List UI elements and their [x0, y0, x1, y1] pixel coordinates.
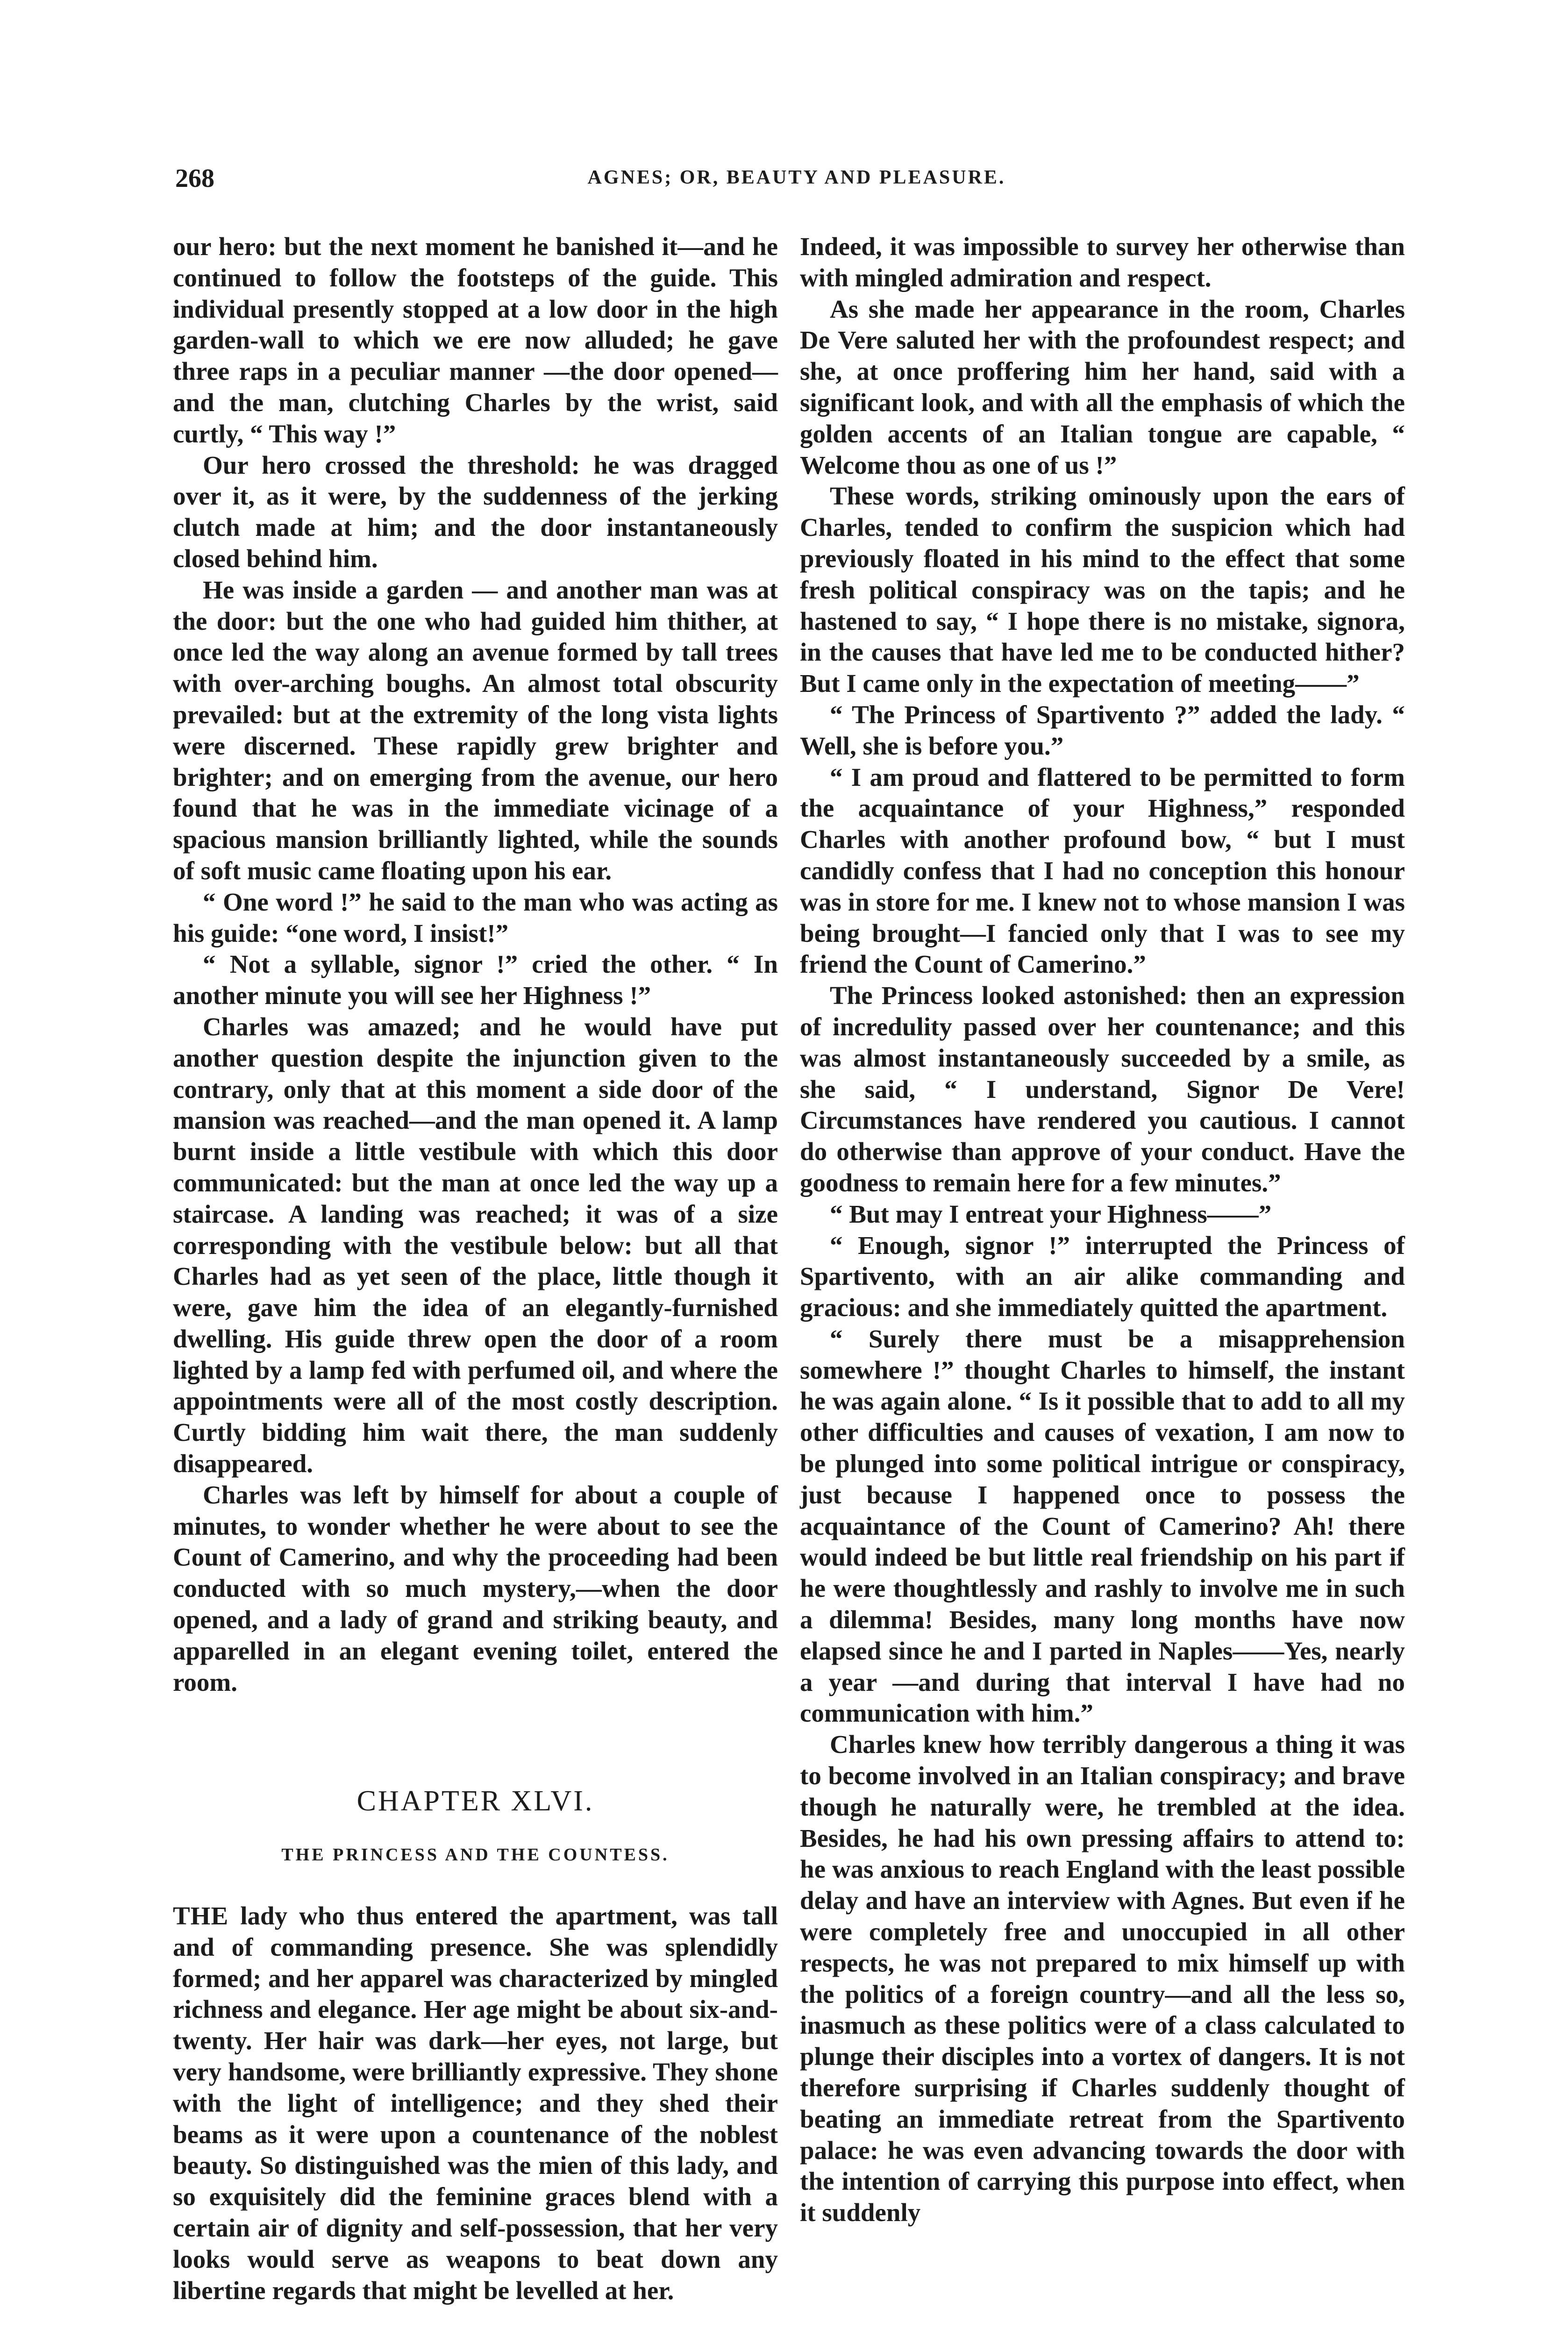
chapter-first-word: THE	[173, 1902, 229, 1930]
paragraph: “ One word !” he said to the man who was acting as his guide: “one word, I insist!”	[173, 887, 778, 947]
paragraph: As she made her appearance in the room, Charles De Vere saluted her with the profoundest respect; and she, at once proffering him her hand, said with a significant look, and with all the emphasis of which the golden accents of an Italian tongue are capable, “ Welcome thou as one of us !”	[800, 294, 1405, 479]
paragraph: “ I am proud and flattered to be permitted to form the acquaintance of your Highness,” responded Charles with another profound bow, “ but I must candidly confess that I had no conception this honour was in store for me. I knew not to whose mansion I was being brought—I fancied only that I was to see my friend the Count of Camerino.”	[800, 762, 1405, 979]
chapter-subtitle: THE PRINCESS AND THE COUNTESS.	[281, 1845, 670, 1865]
paragraph: Charles was amazed; and he would have put another question despite the injunction given to the contrary, only that at this moment a side door of the mansion was reached—and the man opened it. A lamp burnt inside a little vestibule with which this door communicated: but the man at once led the way up a staircase. A landing was reached; it was of a size corresponding with the vestibule below: but all that Charles had as yet seen of the place, little though it were, gave him the idea of an elegantly-furnished dwelling. His guide threw open the door of a room lighted by a lamp fed with perfumed oil, and where the appointments were all of the most costly description. Curtly bidding him wait there, the man suddenly disappeared.	[173, 1012, 778, 1478]
paragraph: “ Not a syllable, signor !” cried the other. “ In another minute you will see her Highness !”	[173, 950, 778, 1010]
paragraph: Charles was left by himself for about a couple of minutes, to wonder whether he were about to see the Count of Camerino, and why the proceeding had been conducted with so much mystery,—when the door opened, and a lady of grand and striking beauty, and apparelled in an elegant evening toilet, entered the room.	[173, 1480, 778, 1696]
page-header	[175, 164, 1418, 201]
right-column	[800, 231, 1405, 2229]
paragraph: “ Surely there must be a misapprehension somewhere !” thought Charles to himself, the instant he was again alone. “ Is it possible that to add to all my other difficulties and causes of vexation, I am now to be plunged into some political intrigue or conspiracy, just because I happened once to possess the acquaintance of the Count of Camerino? Ah! there would indeed be but little real friendship on his part if he were thoughtlessly and rashly to involve me in such a dilemma! Besides, many long months have now elapsed since he and I parted in Naples——Yes, nearly a year —and during that interval I have had no communication with him.”	[800, 1324, 1405, 1728]
chapter-title: CHAPTER XLVI.	[356, 1785, 594, 1817]
paragraph: “ But may I entreat your Highness——”	[830, 1199, 1272, 1228]
paragraph: Indeed, it was impossible to survey her otherwise than with mingled admiration and respect.	[800, 232, 1405, 292]
paragraph: The Princess looked astonished: then an expression of incredulity passed over her countenance; and this was almost instantaneously succeeded by a smile, as she said, “ I understand, Signor De Vere! Circumstances have rendered you cautious. I cannot do otherwise than approve of your conduct. Have the goodness to remain here for a few minutes.”	[800, 981, 1405, 1197]
left-column	[173, 231, 778, 2306]
paragraph: These words, striking ominously upon the ears of Charles, tended to confirm the suspicion which had previously floated in his mind to the effect that some fresh political conspiracy was on the tapis; and he hastened to say, “ I hope there is no mistake, signora, in the causes that have led me to be conducted hither? But I came only in the expectation of meeting——”	[800, 482, 1405, 698]
paragraph: He was inside a garden — and another man was at the door: but the one who had guided him thither, at once led the way along an avenue formed by tall trees with over-arching boughs. An almost total obscurity prevailed: but at the extremity of the long vista lights were discerned. These rapidly grew brighter and brighter; and on emerging from the avenue, our hero found that he was in the immediate vicinage of a spacious mansion brilliantly lighted, while the sounds of soft music came floating upon his ear.	[173, 575, 778, 885]
page-number: 268	[175, 164, 214, 193]
chapter-opening-text: lady who thus entered the apartment, was tall and of commanding presence. She was splendidly formed; and her apparel was characterized by mingled richness and elegance. Her age might be about six-and-twenty. Her hair was dark—her eyes, not large, but very handsome, were brilliantly expressive. They shone with the light of intelligence; and they shed their beams as it were upon a countenance of the noblest beauty. So distinguished was the mien of this lady, and so exquisitely did the feminine graces blend with a certain air of dignity and self-possession, that her very looks would serve as weapons to beat down any libertine regards that might be levelled at her.	[173, 1902, 778, 2305]
running-title: AGNES; OR, BEAUTY AND PLEASURE.	[587, 167, 1006, 188]
paragraph: our hero: but the next moment he banished it—and he continued to follow the footsteps of the guide. This individual presently stopped at a low door in the high garden-wall to which we ere now alluded; he gave three raps in a peculiar manner —the door opened—and the man, clutching Charles by the wrist, said curtly, “ This way !”	[173, 232, 778, 448]
paragraph: Charles knew how terribly dangerous a thing it was to become involved in an Italian conspiracy; and brave though he naturally were, he trembled at the idea. Besides, he had his own pressing affairs to attend to: he was anxious to reach England with the least possible delay and have an interview with Agnes. But even if he were completely free and unoccupied in all other respects, he was not prepared to mix himself up with the politics of a foreign country—and all the less so, inasmuch as these politics were of a class calculated to plunge their disciples into a vortex of dangers. It is not therefore surprising if Charles suddenly thought of beating an immediate retreat from the Spartivento palace: he was even advancing towards the door with the intention of carrying this purpose into effect, when it suddenly	[800, 1730, 1405, 2227]
paragraph: “ The Princess of Spartivento ?” added the lady. “ Well, she is before you.”	[800, 700, 1405, 760]
chapter-opening-paragraph	[173, 1901, 778, 2306]
paragraph: “ Enough, signor !” interrupted the Princess of Spartivento, with an air alike commanding and gracious: and she immediately quitted the apartment.	[800, 1231, 1405, 1322]
paragraph: Our hero crossed the threshold: he was dragged over it, as it were, by the suddenness of the jerking clutch made at him; and the door instantaneously closed behind him.	[173, 450, 778, 573]
